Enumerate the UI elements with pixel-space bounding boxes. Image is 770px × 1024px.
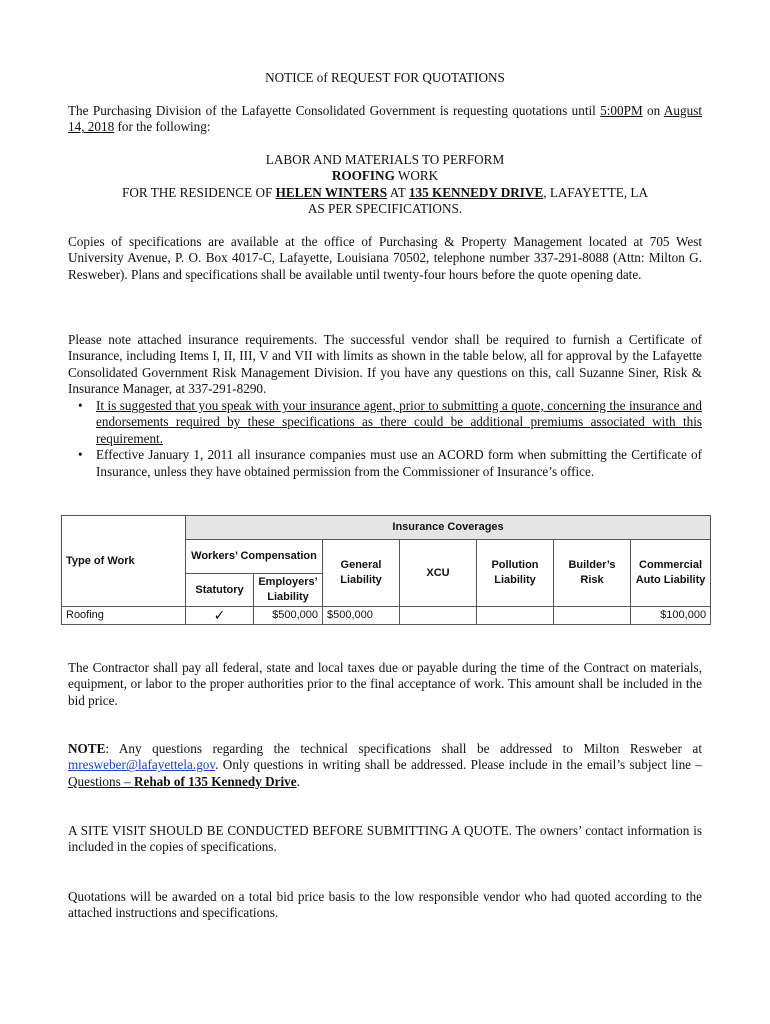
workers-comp-header: Workers’ Compensation <box>186 540 323 574</box>
project-line-3 <box>68 185 702 201</box>
row-builders-limit <box>554 607 631 625</box>
bullet-icon: • <box>78 447 83 463</box>
taxes-paragraph: The Contractor shall pay all federal, state and local taxes due or payable during the time of the Contract on materials, equipment, or labor to the proper authorities prior to the final acceptance of work. This amount shall be included in the bid price. <box>68 660 702 708</box>
site-visit-paragraph: A SITE VISIT SHOULD BE CONDUCTED BEFORE SUBMITTING A QUOTE. The owners’ contact information is included in the copies of specifications. <box>68 823 702 855</box>
insurance-table <box>61 515 711 625</box>
commercial-auto-header: Commercial Auto Liability <box>631 540 711 607</box>
project-line-1: LABOR AND MATERIALS TO PERFORM <box>265 152 505 167</box>
list-item <box>68 398 702 447</box>
insurance-coverages-header: Insurance Coverages <box>186 516 711 540</box>
project-line-2-rest: WORK <box>394 168 439 184</box>
note-text-1: : Any questions regarding the technical specifications shall be addressed to Milton Resweber at <box>105 741 702 756</box>
bullet-text: Effective January 1, 2011 all insurance companies must use an ACORD form when submitting the Certificate of Insurance, unless they have obtained permission from the Commissioner of Insurance’s office. <box>96 447 702 479</box>
project-line-3-c: , LAFAYETTE, LA <box>543 184 648 200</box>
project-line-2 <box>68 168 702 184</box>
row-auto-limit: $100,000 <box>631 607 711 625</box>
project-trade: ROOFING <box>331 168 395 184</box>
project-heading <box>68 152 702 218</box>
deadline-date: August 14, 2018 <box>68 103 702 135</box>
copies-paragraph: Copies of specifications are available at the office of Purchasing & Property Management located at 705 West University Avenue, P. O. Box 4017-C, Lafayette, Louisiana 70502, telephone number 337-291-8088 (Attn: Milton G. Resweber). Plans and specifications shall be available until twenty-four hours before the quote opening date. <box>68 234 702 282</box>
row-xcu-limit <box>400 607 477 625</box>
checkmark-icon: ✓ <box>186 607 254 625</box>
note-text-3: . <box>296 773 300 789</box>
employers-liability-header: Employers’ Liability <box>254 574 323 607</box>
project-owner: HELEN WINTERS <box>275 184 388 200</box>
builders-risk-header: Builder’s Risk <box>554 540 631 607</box>
project-line-4: AS PER SPECIFICATIONS. <box>307 201 463 217</box>
row-general-limit: $500,000 <box>323 607 400 625</box>
project-address: 135 KENNEDY DRIVE <box>408 184 544 200</box>
note-subject-b: Rehab of 135 Kennedy Drive <box>133 773 297 789</box>
note-paragraph <box>68 741 702 790</box>
row-employers-limit: $500,000 <box>254 607 323 625</box>
intro-paragraph <box>68 103 702 136</box>
pollution-liability-header: Pollution Liability <box>477 540 554 607</box>
insurance-bullet-list <box>68 398 702 480</box>
type-of-work-header: Type of Work <box>62 516 186 607</box>
intro-mid: on <box>642 103 664 118</box>
award-paragraph: Quotations will be awarded on a total bid price basis to the low responsible vendor who had quoted according to the attached instructions and specifications. <box>68 889 702 921</box>
row-pollution-limit <box>477 607 554 625</box>
email-link[interactable]: mresweber@lafayettela.gov <box>68 757 216 773</box>
note-text-2: . Only questions in writing shall be addressed. Please include in the email’s subject line – <box>215 757 702 773</box>
xcu-header: XCU <box>400 540 477 607</box>
table-row <box>62 607 711 625</box>
row-type: Roofing <box>62 607 186 625</box>
general-liability-header: General Liability <box>323 540 400 607</box>
intro-prefix: The Purchasing Division of the Lafayette Consolidated Government is requesting quotations until <box>68 103 601 118</box>
project-line-3-a: FOR THE RESIDENCE OF <box>121 184 276 200</box>
bullet-text: It is suggested that you speak with your insurance agent, prior to submitting a quote, concerning the insurance and endorsements required by these specifications as there could be additional premiums associated with this requirement. <box>96 398 702 446</box>
note-subject-a: Questions – <box>68 773 134 789</box>
notice-title: NOTICE of REQUEST FOR QUOTATIONS <box>265 70 505 85</box>
project-line-3-b: AT <box>387 184 409 200</box>
note-label: NOTE <box>68 741 106 756</box>
insurance-paragraph: Please note attached insurance requirements. The successful vendor shall be required to furnish a Certificate of Insurance, including Items I, II, III, V and VII with limits as shown in the table below, all for approval by the Lafayette Consolidated Government Risk Management Division. If you have any questions on this, call Suzanne Siner, Risk & Insurance Manager, at 337-291-8290. <box>68 332 702 397</box>
deadline-time: 5:00PM <box>600 103 643 118</box>
intro-suffix: for the following: <box>114 119 211 135</box>
bullet-icon: • <box>78 398 83 413</box>
statutory-header: Statutory <box>186 574 254 607</box>
list-item <box>68 447 702 480</box>
